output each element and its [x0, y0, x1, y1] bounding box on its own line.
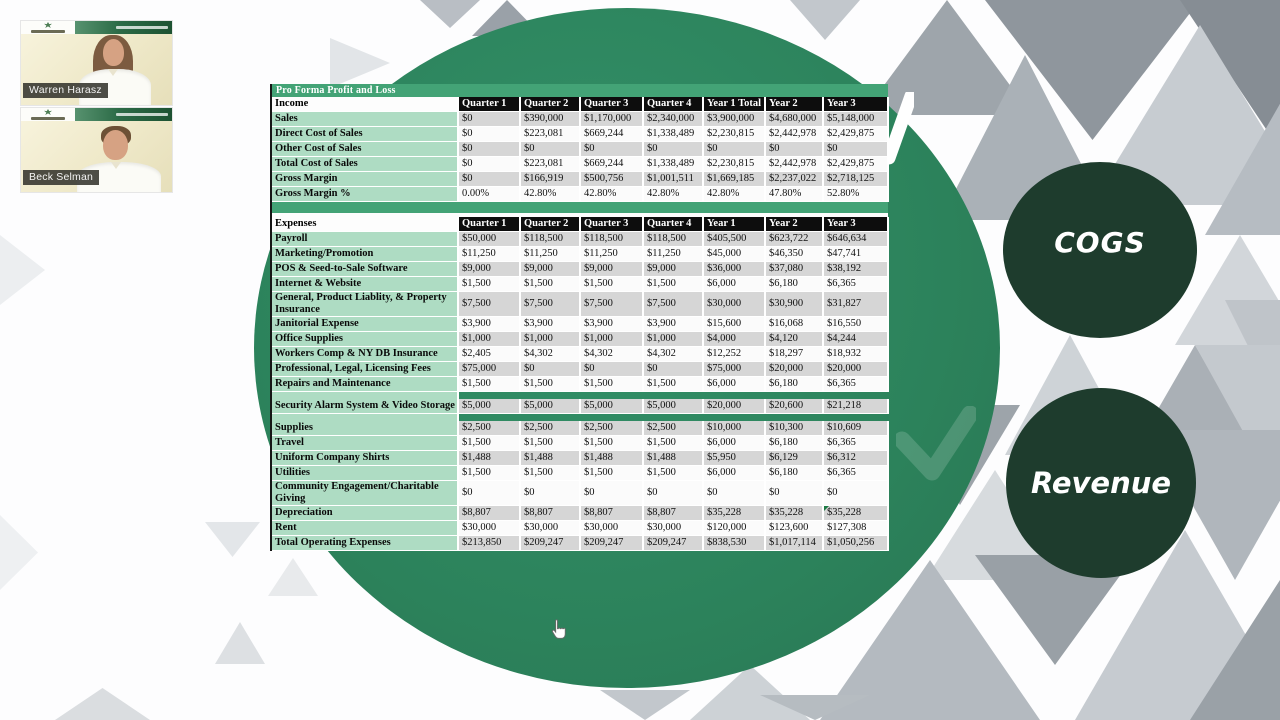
- table-cell: $30,000: [458, 521, 520, 536]
- cogs-label: COGS: [1054, 225, 1146, 259]
- table-cell: $390,000: [520, 112, 580, 127]
- table-cell: $3,900: [580, 317, 643, 332]
- table-cell: $1,500: [458, 436, 520, 451]
- table-cell: $30,000: [703, 292, 765, 317]
- table-cell: [580, 392, 643, 400]
- table-cell: $6,000: [703, 377, 765, 392]
- table-cell: $21,218: [823, 399, 888, 414]
- column-header: Quarter 2: [520, 217, 580, 232]
- table-cell: $213,850: [458, 536, 520, 551]
- background-triangle: [790, 0, 860, 40]
- table-row: [272, 414, 888, 422]
- background-triangle: [0, 515, 38, 590]
- table-cell: $7,500: [643, 292, 703, 317]
- table-cell: $31,827: [823, 292, 888, 317]
- table-cell: $3,900: [458, 317, 520, 332]
- row-label: Professional, Legal, Licensing Fees: [272, 362, 458, 377]
- table-cell: $0: [643, 481, 703, 506]
- table-cell: $20,000: [823, 362, 888, 377]
- table-cell: $15,600: [703, 317, 765, 332]
- table-cell: $2,429,875: [823, 157, 888, 172]
- table-cell: $3,900,000: [703, 112, 765, 127]
- table-cell: $11,250: [520, 247, 580, 262]
- table-cell: $646,634: [823, 232, 888, 247]
- table-cell: [458, 414, 520, 422]
- table-cell: $1,500: [520, 277, 580, 292]
- table-cell: $2,442,978: [765, 157, 823, 172]
- table-cell: $0: [458, 142, 520, 157]
- table-cell: 42.80%: [580, 187, 643, 202]
- table-cell: $0: [520, 142, 580, 157]
- background-triangle: [268, 558, 318, 596]
- table-cell: $405,500: [703, 232, 765, 247]
- table-cell: $1,488: [520, 451, 580, 466]
- table-cell: $8,807: [520, 506, 580, 521]
- table-cell: $1,500: [580, 377, 643, 392]
- table-row: [272, 142, 888, 157]
- table-row: [272, 392, 888, 400]
- table-cell: [458, 392, 520, 400]
- table-cell: $4,244: [823, 332, 888, 347]
- table-row: [272, 451, 888, 466]
- table-cell: $118,500: [520, 232, 580, 247]
- leaf-icon: [44, 22, 52, 28]
- table-cell: [580, 414, 643, 422]
- table-row: [272, 317, 888, 332]
- section-separator: [272, 202, 888, 213]
- table-cell: $1,500: [580, 277, 643, 292]
- table-cell: $120,000: [703, 521, 765, 536]
- table-cell: $223,081: [520, 157, 580, 172]
- table-cell: $0: [580, 142, 643, 157]
- table-cell: $4,000: [703, 332, 765, 347]
- header-row: [272, 97, 888, 112]
- table-row: [272, 172, 888, 187]
- table-cell: $1,488: [458, 451, 520, 466]
- row-label: [272, 414, 458, 422]
- background-triangle: [215, 622, 265, 664]
- row-label: Gross Margin %: [272, 187, 458, 202]
- checkmark-watermark: [896, 406, 976, 496]
- background-triangle: [55, 688, 150, 720]
- column-header: Quarter 3: [580, 217, 643, 232]
- row-label: Other Cost of Sales: [272, 142, 458, 157]
- table-cell: $1,500: [580, 436, 643, 451]
- table-cell: $8,807: [580, 506, 643, 521]
- column-header: Quarter 1: [458, 97, 520, 112]
- table-cell: $11,250: [458, 247, 520, 262]
- table-cell: $4,680,000: [765, 112, 823, 127]
- background-triangle: [0, 235, 45, 305]
- table-cell: $1,500: [520, 436, 580, 451]
- table-cell: $10,609: [823, 421, 888, 436]
- column-header: Year 2: [765, 217, 823, 232]
- table-cell: $5,000: [643, 399, 703, 414]
- table-cell: $6,365: [823, 277, 888, 292]
- table-cell: $18,297: [765, 347, 823, 362]
- table-row: [272, 262, 888, 277]
- table-cell: $47,741: [823, 247, 888, 262]
- row-label: Community Engagement/Charitable Giving: [272, 481, 458, 506]
- table-row: [272, 481, 888, 506]
- table-cell: $0: [703, 142, 765, 157]
- table-cell: $46,350: [765, 247, 823, 262]
- row-label: [272, 392, 458, 400]
- webcam-tile-beck[interactable]: [21, 108, 172, 192]
- table-cell: $7,500: [580, 292, 643, 317]
- background-triangle: [330, 38, 390, 88]
- table-cell: $8,807: [458, 506, 520, 521]
- table-cell: $20,000: [765, 362, 823, 377]
- row-label: Internet & Website: [272, 277, 458, 292]
- table-cell: $2,429,875: [823, 127, 888, 142]
- table-cell: $6,312: [823, 451, 888, 466]
- table-cell: $16,550: [823, 317, 888, 332]
- table-cell: $0: [520, 481, 580, 506]
- table-cell: $0: [580, 481, 643, 506]
- row-label: Gross Margin: [272, 172, 458, 187]
- row-label: Uniform Company Shirts: [272, 451, 458, 466]
- table-cell: $6,000: [703, 436, 765, 451]
- hand-pointer-cursor: [548, 618, 568, 644]
- table-cell: $4,302: [643, 347, 703, 362]
- table-cell: $35,228: [823, 506, 888, 521]
- table-row: [272, 536, 888, 551]
- table-cell: $6,129: [765, 451, 823, 466]
- table-cell: $8,807: [643, 506, 703, 521]
- table-cell: $1,500: [458, 377, 520, 392]
- table-row: [272, 332, 888, 347]
- table-cell: $6,365: [823, 436, 888, 451]
- background-triangle: [600, 690, 690, 720]
- table-cell: $5,950: [703, 451, 765, 466]
- table-cell: $50,000: [458, 232, 520, 247]
- table-cell: $9,000: [458, 262, 520, 277]
- table-cell: $2,500: [643, 421, 703, 436]
- table-cell: $20,000: [703, 399, 765, 414]
- table-cell: $0: [643, 362, 703, 377]
- table-cell: $209,247: [643, 536, 703, 551]
- revenue-label: Revenue: [1030, 466, 1172, 500]
- table-row: [272, 157, 888, 172]
- row-label: POS & Seed-to-Sale Software: [272, 262, 458, 277]
- column-header: Quarter 4: [643, 97, 703, 112]
- table-row: [272, 347, 888, 362]
- table-cell: $1,001,511: [643, 172, 703, 187]
- table-cell: $75,000: [458, 362, 520, 377]
- row-label: Supplies: [272, 421, 458, 436]
- table-cell: $0: [458, 112, 520, 127]
- table-cell: $0: [520, 362, 580, 377]
- table-cell: $0: [580, 362, 643, 377]
- table-row: [272, 292, 888, 317]
- header-row: [272, 217, 888, 232]
- website-url-text: [116, 26, 168, 29]
- table-cell: $123,600: [765, 521, 823, 536]
- table-cell: 0.00%: [458, 187, 520, 202]
- table-cell: $669,244: [580, 127, 643, 142]
- table-row: [272, 421, 888, 436]
- table-cell: $1,500: [520, 377, 580, 392]
- presenter-name-tag: Warren Harasz: [23, 83, 108, 98]
- table-cell: $500,756: [580, 172, 643, 187]
- table-row: [272, 399, 888, 414]
- table-cell: $118,500: [643, 232, 703, 247]
- table-cell: [643, 392, 703, 400]
- column-header: Quarter 1: [458, 217, 520, 232]
- spreadsheet-title: Pro Forma Profit and Loss: [272, 84, 888, 97]
- row-label: Office Supplies: [272, 332, 458, 347]
- row-label: Janitorial Expense: [272, 317, 458, 332]
- background-triangle: [205, 522, 260, 557]
- table-cell: [703, 414, 765, 422]
- table-cell: [823, 414, 888, 422]
- table-cell: $2,500: [458, 421, 520, 436]
- table-cell: $36,000: [703, 262, 765, 277]
- row-label: Travel: [272, 436, 458, 451]
- table-cell: $4,302: [580, 347, 643, 362]
- table-cell: $0: [823, 481, 888, 506]
- table-cell: $2,718,125: [823, 172, 888, 187]
- table-cell: $838,530: [703, 536, 765, 551]
- table-cell: $0: [458, 172, 520, 187]
- column-header: Quarter 2: [520, 97, 580, 112]
- table-cell: $18,932: [823, 347, 888, 362]
- table-cell: $3,900: [520, 317, 580, 332]
- table-cell: $1,017,114: [765, 536, 823, 551]
- table-cell: $1,488: [580, 451, 643, 466]
- table-cell: [765, 392, 823, 400]
- table-cell: $10,300: [765, 421, 823, 436]
- table-cell: $4,120: [765, 332, 823, 347]
- table-cell: $2,340,000: [643, 112, 703, 127]
- table-cell: $1,000: [458, 332, 520, 347]
- expenses-section: [272, 217, 888, 551]
- table-cell: $1,500: [643, 377, 703, 392]
- column-header: Quarter 3: [580, 97, 643, 112]
- table-cell: $0: [458, 157, 520, 172]
- column-header: Quarter 4: [643, 217, 703, 232]
- section-header-label: Expenses: [272, 217, 458, 232]
- column-header: Year 1: [703, 217, 765, 232]
- table-cell: $9,000: [580, 262, 643, 277]
- table-cell: $7,500: [458, 292, 520, 317]
- revenue-bubble: [1006, 388, 1196, 578]
- table-cell: $2,405: [458, 347, 520, 362]
- table-cell: [703, 392, 765, 400]
- table-cell: $6,365: [823, 466, 888, 481]
- row-label: Marketing/Promotion: [272, 247, 458, 262]
- cannabis-leaf-logo: [27, 22, 69, 33]
- table-cell: [520, 414, 580, 422]
- table-cell: $1,338,489: [643, 127, 703, 142]
- table-cell: 47.80%: [765, 187, 823, 202]
- row-label: Total Operating Expenses: [272, 536, 458, 551]
- section-header-label: Income: [272, 97, 458, 112]
- table-cell: $35,228: [703, 506, 765, 521]
- column-header: Year 2: [765, 97, 823, 112]
- table-cell: $2,230,815: [703, 127, 765, 142]
- table-row: [272, 187, 888, 202]
- table-cell: $0: [458, 127, 520, 142]
- table-cell: $1,338,489: [643, 157, 703, 172]
- table-cell: $4,302: [520, 347, 580, 362]
- table-cell: $1,500: [643, 277, 703, 292]
- table-cell: $2,230,815: [703, 157, 765, 172]
- table-cell: $0: [643, 142, 703, 157]
- table-cell: $209,247: [520, 536, 580, 551]
- table-cell: $30,000: [643, 521, 703, 536]
- table-cell: $10,000: [703, 421, 765, 436]
- table-cell: $1,500: [643, 436, 703, 451]
- table-cell: $0: [765, 142, 823, 157]
- row-label: Total Cost of Sales: [272, 157, 458, 172]
- table-cell: $127,308: [823, 521, 888, 536]
- table-cell: $209,247: [580, 536, 643, 551]
- column-header: Year 3: [823, 97, 888, 112]
- table-cell: $11,250: [643, 247, 703, 262]
- table-cell: $12,252: [703, 347, 765, 362]
- table-row: [272, 506, 888, 521]
- table-cell: [520, 392, 580, 400]
- row-label: Utilities: [272, 466, 458, 481]
- row-label: General, Product Liablity, & Property Insurance: [272, 292, 458, 317]
- column-header: Year 3: [823, 217, 888, 232]
- table-row: [272, 232, 888, 247]
- table-cell: $7,500: [520, 292, 580, 317]
- table-cell: $6,000: [703, 277, 765, 292]
- table-cell: $1,500: [458, 466, 520, 481]
- row-label: Depreciation: [272, 506, 458, 521]
- cannabis-leaf-logo: [27, 109, 69, 120]
- row-label: Rent: [272, 521, 458, 536]
- profit-and-loss-spreadsheet[interactable]: [270, 84, 888, 551]
- table-cell: $3,900: [643, 317, 703, 332]
- table-cell: $20,600: [765, 399, 823, 414]
- table-cell: $5,000: [458, 399, 520, 414]
- table-cell: $45,000: [703, 247, 765, 262]
- website-banner: [75, 108, 172, 121]
- table-cell: $2,442,978: [765, 127, 823, 142]
- table-cell: [765, 414, 823, 422]
- table-cell: $1,500: [643, 466, 703, 481]
- table-cell: $6,365: [823, 377, 888, 392]
- table-row: [272, 521, 888, 536]
- logo-wordmark: [31, 30, 65, 33]
- table-cell: $166,919: [520, 172, 580, 187]
- table-cell: $0: [458, 481, 520, 506]
- logo-wordmark: [31, 117, 65, 120]
- table-cell: $5,000: [520, 399, 580, 414]
- table-row: [272, 112, 888, 127]
- table-row: [272, 436, 888, 451]
- table-cell: $0: [765, 481, 823, 506]
- table-cell: $37,080: [765, 262, 823, 277]
- income-section: [272, 97, 888, 202]
- website-banner: [75, 21, 172, 34]
- table-cell: $669,244: [580, 157, 643, 172]
- table-cell: $2,237,022: [765, 172, 823, 187]
- table-cell: $30,000: [520, 521, 580, 536]
- table-row: [272, 127, 888, 142]
- row-label: Workers Comp & NY DB Insurance: [272, 347, 458, 362]
- webcam-tile-warren[interactable]: [21, 21, 172, 105]
- column-header: Year 1 Total: [703, 97, 765, 112]
- table-cell: $5,148,000: [823, 112, 888, 127]
- leaf-icon: [44, 109, 52, 115]
- row-label: Security Alarm System & Video Storage: [272, 399, 458, 414]
- table-cell: $1,500: [520, 466, 580, 481]
- table-cell: $0: [703, 481, 765, 506]
- table-cell: $6,180: [765, 466, 823, 481]
- table-cell: $1,500: [458, 277, 520, 292]
- table-cell: 42.80%: [703, 187, 765, 202]
- table-cell: $1,669,185: [703, 172, 765, 187]
- table-cell: $38,192: [823, 262, 888, 277]
- table-cell: $1,500: [580, 466, 643, 481]
- table-cell: $9,000: [520, 262, 580, 277]
- table-cell: $223,081: [520, 127, 580, 142]
- table-cell: $5,000: [580, 399, 643, 414]
- table-cell: $30,000: [580, 521, 643, 536]
- table-cell: $6,000: [703, 466, 765, 481]
- table-cell: $0: [823, 142, 888, 157]
- table-cell: [643, 414, 703, 422]
- cogs-bubble: [1003, 162, 1197, 338]
- table-row: [272, 362, 888, 377]
- presenter-name-tag: Beck Selman: [23, 170, 99, 185]
- table-cell: $1,488: [643, 451, 703, 466]
- table-row: [272, 277, 888, 292]
- table-cell: $6,180: [765, 277, 823, 292]
- table-row: [272, 377, 888, 392]
- table-cell: $2,500: [580, 421, 643, 436]
- table-cell: $118,500: [580, 232, 643, 247]
- table-cell: $16,068: [765, 317, 823, 332]
- row-label: Direct Cost of Sales: [272, 127, 458, 142]
- table-cell: $9,000: [643, 262, 703, 277]
- table-row: [272, 466, 888, 481]
- row-label: Repairs and Maintenance: [272, 377, 458, 392]
- table-cell: $2,500: [520, 421, 580, 436]
- table-cell: [823, 392, 888, 400]
- table-cell: $6,180: [765, 377, 823, 392]
- table-cell: $75,000: [703, 362, 765, 377]
- table-cell: 52.80%: [823, 187, 888, 202]
- row-label: Payroll: [272, 232, 458, 247]
- row-label: Sales: [272, 112, 458, 127]
- table-cell: $623,722: [765, 232, 823, 247]
- table-cell: $6,180: [765, 436, 823, 451]
- table-cell: $30,900: [765, 292, 823, 317]
- website-url-text: [116, 113, 168, 116]
- table-cell: $11,250: [580, 247, 643, 262]
- table-cell: $1,000: [520, 332, 580, 347]
- table-cell: 42.80%: [643, 187, 703, 202]
- table-cell: $1,000: [643, 332, 703, 347]
- table-cell: $1,170,000: [580, 112, 643, 127]
- table-cell: $1,050,256: [823, 536, 888, 551]
- table-cell: 42.80%: [520, 187, 580, 202]
- background-triangle: [420, 0, 480, 28]
- table-cell: $35,228: [765, 506, 823, 521]
- table-row: [272, 247, 888, 262]
- table-cell: $1,000: [580, 332, 643, 347]
